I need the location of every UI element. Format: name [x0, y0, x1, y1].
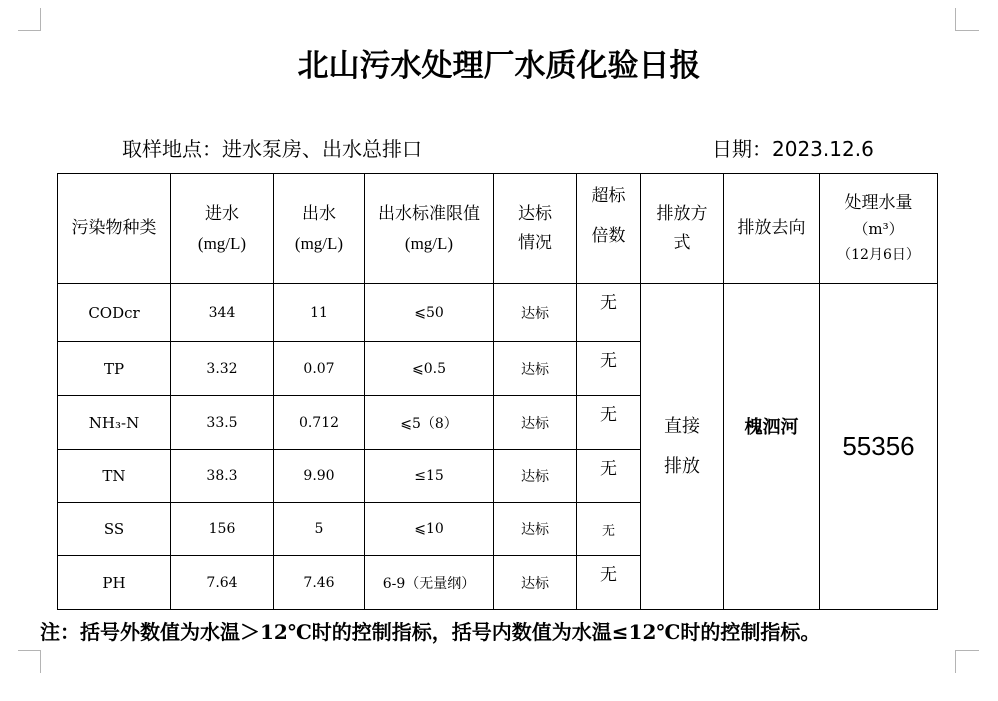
standard-limit: 6-9（无量纲） [365, 556, 494, 610]
crop-mark-top-right [955, 8, 979, 31]
header-unit: (mg/L) [294, 233, 344, 253]
sampling-location-label: 取样地点： [122, 137, 222, 161]
compliance-status: 达标 [494, 450, 577, 503]
exceedance-multiple: 无 [577, 556, 641, 610]
exceedance-multiple: 无 [577, 450, 641, 503]
header-label: 污染物种类 [71, 218, 157, 238]
compliance-status: 达标 [494, 556, 577, 610]
header-discharge-method [641, 174, 724, 284]
report-date-label: 日期： [712, 137, 772, 161]
pollutant-name: TN [58, 450, 171, 503]
pollutant-name: PH [58, 556, 171, 610]
standard-limit: ⩽50 [365, 284, 494, 342]
pollutant-name: TP [58, 342, 171, 396]
header-label: 情况 [518, 232, 552, 253]
standard-limit: ⩽10 [365, 503, 494, 556]
header-label: 出水标准限值 [378, 203, 480, 224]
header-effluent [274, 174, 365, 284]
header-standard-limit [365, 174, 494, 284]
header-label: 排放去向 [737, 218, 806, 238]
header-label: 超标 [591, 186, 626, 206]
header-compliance [494, 174, 577, 284]
treated-volume: 55356 [820, 284, 938, 610]
report-date-value: 2023.12.6 [772, 137, 874, 161]
header-influent [171, 174, 274, 284]
header-label: 式 [673, 232, 691, 253]
exceedance-multiple: 无 [577, 284, 641, 342]
influent-value: 3.32 [171, 342, 274, 396]
discharge-method [641, 284, 724, 610]
header-date: （12月6日） [837, 246, 920, 263]
water-quality-table [57, 173, 938, 610]
pollutant-name: CODcr [58, 284, 171, 342]
exceedance-multiple: 无 [577, 342, 641, 396]
influent-value: 156 [171, 503, 274, 556]
effluent-value: 0.712 [274, 396, 365, 450]
crop-mark-bottom-right [955, 650, 979, 673]
table-row [58, 284, 938, 342]
header-label: 排放方 [656, 203, 708, 224]
influent-value: 344 [171, 284, 274, 342]
standard-limit: ⩽5（8） [365, 396, 494, 450]
header-label: 处理水量 [844, 192, 913, 213]
influent-value: 38.3 [171, 450, 274, 503]
header-exceedance-multiple [577, 174, 641, 284]
compliance-status: 达标 [494, 342, 577, 396]
report-date [712, 137, 874, 161]
influent-value: 7.64 [171, 556, 274, 610]
compliance-status: 达标 [494, 396, 577, 450]
compliance-status: 达标 [494, 284, 577, 342]
header-unit: (mg/L) [404, 233, 454, 253]
discharge-destination: 槐泗河 [724, 284, 820, 610]
discharge-method-line: 排放 [664, 455, 700, 477]
footnote: 注：括号外数值为水温＞12℃时的控制指标，括号内数值为水温≤12℃时的控制指标。 [40, 620, 821, 644]
effluent-value: 9.90 [274, 450, 365, 503]
crop-mark-top-left [18, 8, 41, 31]
header-label: 倍数 [591, 226, 626, 246]
header-label: 达标 [518, 203, 552, 224]
header-treated-volume [820, 174, 938, 284]
crop-mark-bottom-left [18, 650, 41, 673]
compliance-status: 达标 [494, 503, 577, 556]
sampling-location [122, 137, 422, 161]
standard-limit: ≤15 [365, 450, 494, 503]
effluent-value: 11 [274, 284, 365, 342]
effluent-value: 0.07 [274, 342, 365, 396]
influent-value: 33.5 [171, 396, 274, 450]
standard-limit: ⩽0.5 [365, 342, 494, 396]
effluent-value: 7.46 [274, 556, 365, 610]
table-header-row [58, 174, 938, 284]
header-pollutant-type [58, 174, 171, 284]
pollutant-name: SS [58, 503, 171, 556]
pollutant-name: NH₃-N [58, 396, 171, 450]
discharge-method-line: 直接 [664, 415, 700, 437]
exceedance-multiple: 无 [577, 396, 641, 450]
effluent-value: 5 [274, 503, 365, 556]
header-label: 出水 [302, 203, 336, 224]
header-label: 进水 [205, 203, 239, 224]
sampling-location-value: 进水泵房、出水总排口 [222, 137, 422, 161]
header-unit: (mg/L) [197, 233, 247, 253]
header-unit: （m³） [853, 219, 904, 238]
header-discharge-destination [724, 174, 820, 284]
report-title: 北山污水处理厂水质化验日报 [297, 48, 701, 84]
exceedance-multiple: 无 [577, 503, 641, 556]
